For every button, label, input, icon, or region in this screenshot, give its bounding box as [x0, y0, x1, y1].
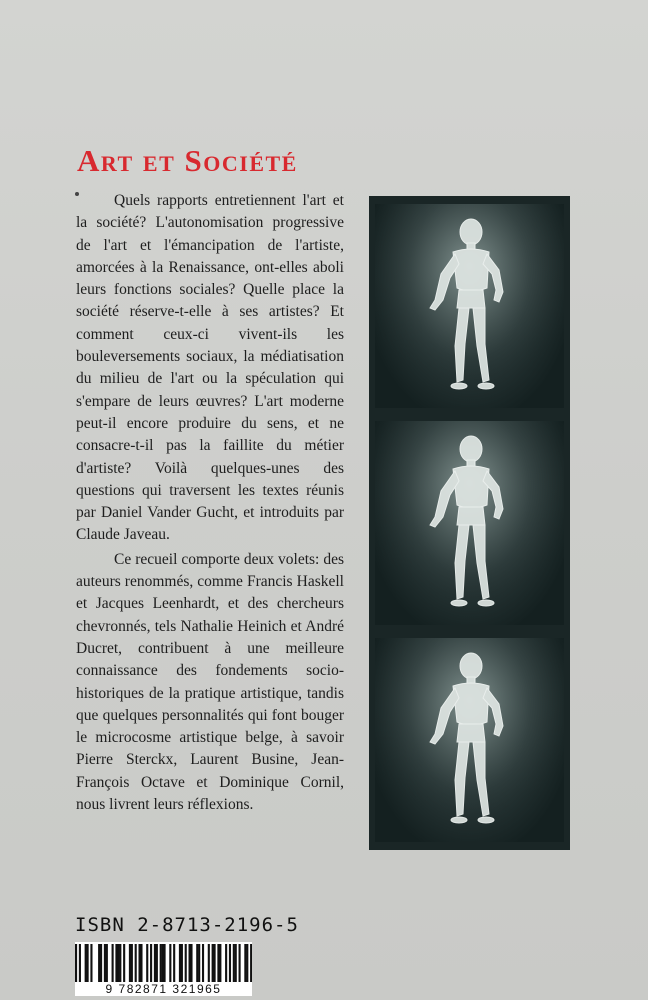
barcode-bar: [233, 944, 235, 984]
barcode-bar: [150, 944, 152, 984]
barcode-bar: [100, 944, 102, 984]
book-title: Art et Société: [77, 143, 298, 178]
barcode-bar: [198, 944, 200, 984]
barcode-bar: [244, 944, 246, 984]
barcode-bar: [104, 944, 106, 984]
barcode-bar: [190, 944, 192, 984]
mannequin-frame-3: [375, 638, 564, 842]
barcode-bar: [225, 944, 227, 984]
mannequin-figure: [375, 638, 564, 842]
barcode-bar: [156, 944, 158, 984]
barcode-bar: [235, 944, 237, 984]
barcode-bar: [250, 944, 252, 984]
film-strip-image: [369, 196, 570, 850]
barcode-bar: [106, 944, 108, 984]
barcode-bar: [164, 944, 166, 984]
blurb-paragraph-2: Ce recueil comporte deux volets: des auteurs renommés, comme Francis Haskell et Jacques Leenhardt, et des chercheurs chevronnés, tels Nathalie Heinich et André Ducret, contribuent à une meilleure connaissance des fondements socio-historiques de la pratique artistique, tandis que quelques personnalités qui font bouger le microcosme artistique belge, à savoir Pierre Sterckx, Laurent Busine, Jean-François Octave et Dominique Cornil, nous livrent leurs réflexions.: [76, 550, 344, 814]
barcode-bar: [131, 944, 133, 984]
barcode-bar: [140, 944, 142, 984]
mannequin-figure: [375, 421, 564, 625]
barcode-bar: [219, 944, 221, 984]
barcode: [75, 942, 252, 996]
blurb-paragraph-1: Quels rapports entretiennent l'art et la société? L'autonomisation progressive de l'art et l'émancipation de l'artiste, amorcées à la Renaissance, ont-elles aboli leurs fonctions sociales? Quelle place la société réserve-t-elle à ses artistes? Et comment ceux-ci vivent-ils les bouleversements sociaux, la médiatisation du milieu de l'art ou la spéculation qui s'empare de leurs œuvres? L'art moderne peut-il encore produire du sens, et ne consacre-t-il pas la faillite du métier d'artiste? Voilà quelques-unes des questions qui traversent les textes réunis par Daniel Vander Gucht, et introduits par Claude Javeau.: [76, 192, 344, 544]
barcode-bar: [98, 944, 100, 984]
barcode-bar: [112, 944, 114, 984]
barcode-bar: [146, 944, 148, 984]
barcode-bar: [189, 944, 191, 984]
barcode-bar: [117, 944, 119, 984]
barcode-bar: [75, 944, 77, 984]
barcode-number: 9 782871 321965: [75, 982, 252, 996]
barcode-bar: [119, 944, 121, 984]
mannequin-frame-1: [375, 204, 564, 408]
barcode-bar: [202, 944, 204, 984]
barcode-bar: [208, 944, 210, 984]
isbn-label: ISBN 2-8713-2196-5: [75, 914, 299, 936]
barcode-bar: [196, 944, 198, 984]
blurb-text: [76, 190, 344, 816]
barcode-bar: [179, 944, 181, 984]
barcode-bar: [181, 944, 183, 984]
barcode-bar: [169, 944, 171, 984]
barcode-bar: [246, 944, 248, 984]
barcode-bar: [212, 944, 214, 984]
barcode-bar: [154, 944, 156, 984]
mannequin-frame-2: [375, 421, 564, 625]
barcode-bar: [214, 944, 216, 984]
barcode-bar: [162, 944, 164, 984]
mannequin-figure: [375, 204, 564, 408]
barcode-bar: [217, 944, 219, 984]
barcode-bars: [75, 942, 252, 984]
barcode-bar: [90, 944, 92, 984]
barcode-bar: [229, 944, 231, 984]
barcode-bar: [123, 944, 125, 984]
barcode-bar: [115, 944, 117, 984]
barcode-bar: [239, 944, 241, 984]
barcode-bar: [129, 944, 131, 984]
barcode-bar: [135, 944, 137, 984]
barcode-bar: [87, 944, 89, 984]
barcode-bar: [173, 944, 175, 984]
barcode-bar: [138, 944, 140, 984]
barcode-bar: [79, 944, 81, 984]
barcode-bar: [85, 944, 87, 984]
barcode-bar: [160, 944, 162, 984]
barcode-bar: [185, 944, 187, 984]
